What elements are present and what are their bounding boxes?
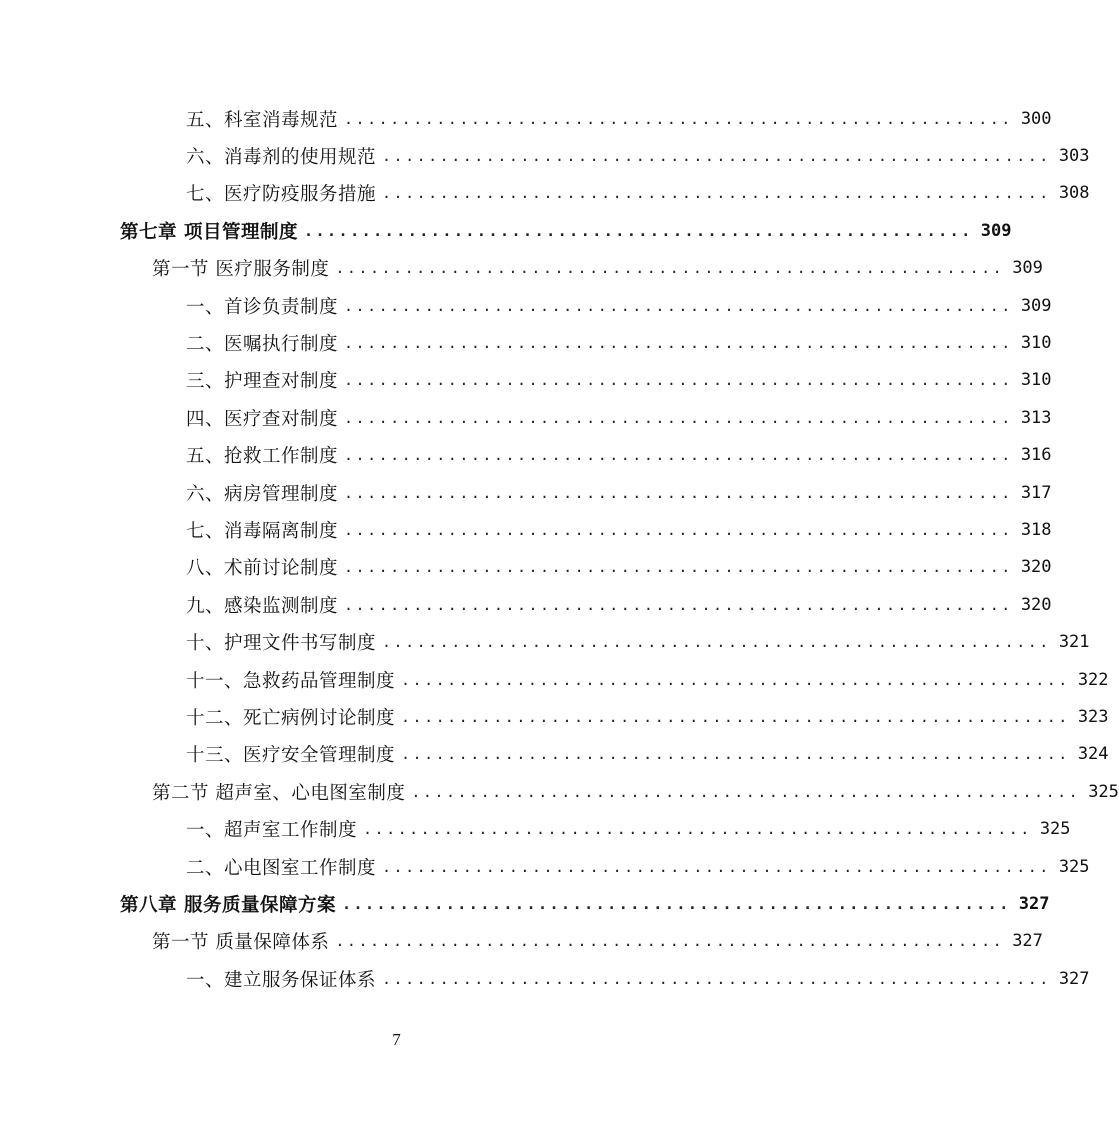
page-number: 7	[392, 1030, 401, 1049]
toc-entry-page: 309	[1020, 295, 1052, 316]
toc-entry-title: 二、心电图室工作制度	[186, 857, 377, 879]
toc-leader-dots: ..........................................................	[344, 371, 1013, 390]
toc-entry-page: 317	[1020, 482, 1052, 503]
toc-entry-page: 320	[1020, 557, 1052, 578]
toc-entry-title: 十二、死亡病例讨论制度	[186, 707, 396, 729]
toc-entry-title: 第七章 项目管理制度	[120, 221, 298, 243]
toc-leader-dots: ..........................................................	[344, 446, 1013, 465]
toc-entry[interactable]	[0, 474, 1052, 511]
toc-entry[interactable]	[0, 960, 1090, 997]
toc-entry-page: 327	[1012, 931, 1043, 952]
toc-entry-title: 十一、急救药品管理制度	[186, 670, 396, 692]
toc-entry-page: 313	[1020, 407, 1052, 428]
toc-leader-dots: ..........................................................	[401, 707, 1070, 726]
toc-leader-dots: ..........................................................	[344, 296, 1013, 315]
toc-entry[interactable]	[0, 623, 1090, 660]
toc-entry-page: 327	[1018, 893, 1050, 914]
toc-entry-page: 310	[1020, 370, 1052, 391]
toc-entry-page: 300	[1020, 108, 1052, 129]
toc-entry-page: 316	[1020, 445, 1052, 466]
toc-entry[interactable]	[0, 661, 1109, 698]
toc-leader-dots: ..........................................................	[344, 558, 1013, 577]
toc-leader-dots: ..........................................................	[382, 184, 1051, 203]
toc-entry[interactable]	[0, 698, 1109, 735]
toc-entry[interactable]	[0, 137, 1090, 174]
toc-entry[interactable]	[0, 511, 1052, 548]
toc-entry-page: 309	[1012, 258, 1043, 279]
toc-entry[interactable]	[0, 362, 1052, 399]
toc-entry-page: 309	[980, 220, 1012, 241]
toc-entry-title: 一、超声室工作制度	[186, 820, 358, 842]
toc-entry[interactable]	[0, 399, 1052, 436]
table-of-contents	[0, 100, 1119, 997]
toc-entry-page: 320	[1020, 594, 1052, 615]
toc-entry[interactable]	[0, 100, 1052, 137]
toc-leader-dots: ..........................................................	[401, 745, 1070, 764]
toc-leader-dots: ..........................................................	[411, 782, 1081, 801]
toc-leader-dots: ..........................................................	[335, 932, 1005, 951]
toc-entry[interactable]	[0, 324, 1052, 361]
toc-leader-dots: ..........................................................	[344, 408, 1013, 427]
toc-entry-page: 318	[1020, 519, 1052, 540]
toc-entry[interactable]	[0, 437, 1052, 474]
toc-entry-page: 308	[1058, 183, 1090, 204]
toc-entry-title: 九、感染监测制度	[186, 595, 339, 617]
toc-leader-dots: ..........................................................	[344, 109, 1013, 128]
toc-entry[interactable]	[0, 586, 1052, 623]
toc-entry-title: 五、科室消毒规范	[186, 109, 339, 131]
toc-entry-page: 303	[1058, 146, 1090, 167]
toc-chapter-entry[interactable]	[0, 885, 1050, 922]
toc-entry-title: 二、医嘱执行制度	[186, 334, 339, 356]
toc-entry-title: 五、抢救工作制度	[186, 446, 339, 468]
toc-entry[interactable]	[0, 810, 1071, 847]
toc-entry-title: 六、消毒剂的使用规范	[186, 147, 377, 169]
toc-entry[interactable]	[0, 175, 1090, 212]
toc-leader-dots: ..........................................................	[341, 894, 1011, 913]
toc-leader-dots: ..........................................................	[363, 820, 1032, 839]
toc-leader-dots: ..........................................................	[303, 221, 973, 240]
toc-entry-title: 一、建立服务保证体系	[186, 969, 377, 991]
toc-chapter-entry[interactable]	[0, 212, 1012, 249]
toc-leader-dots: ..........................................................	[382, 969, 1051, 988]
toc-entry[interactable]	[0, 287, 1052, 324]
toc-entry-title: 六、病房管理制度	[186, 483, 339, 505]
toc-leader-dots: ..........................................................	[344, 520, 1013, 539]
toc-entry-page: 325	[1039, 819, 1071, 840]
toc-leader-dots: ..........................................................	[344, 334, 1013, 353]
toc-entry-title: 三、护理查对制度	[186, 371, 339, 393]
toc-entry-page: 327	[1058, 968, 1090, 989]
toc-entry-page: 322	[1077, 669, 1109, 690]
toc-entry[interactable]	[0, 549, 1052, 586]
toc-leader-dots: ..........................................................	[382, 633, 1051, 652]
toc-entry-page: 325	[1058, 856, 1090, 877]
toc-entry-title: 七、医疗防疫服务措施	[186, 184, 377, 206]
toc-leader-dots: ..........................................................	[382, 857, 1051, 876]
toc-entry-page: 310	[1020, 333, 1052, 354]
toc-leader-dots: ..........................................................	[401, 670, 1070, 689]
toc-entry-page: 323	[1077, 706, 1109, 727]
toc-entry-page: 324	[1077, 744, 1109, 765]
toc-leader-dots: ..........................................................	[335, 259, 1005, 278]
toc-entry-title: 十、护理文件书写制度	[186, 633, 377, 655]
toc-leader-dots: ..........................................................	[382, 147, 1051, 166]
toc-entry-title: 四、医疗查对制度	[186, 408, 339, 430]
toc-entry[interactable]	[0, 736, 1109, 773]
toc-leader-dots: ..........................................................	[344, 595, 1013, 614]
toc-entry[interactable]	[0, 848, 1090, 885]
toc-section-entry[interactable]	[0, 923, 1043, 960]
toc-entry-page: 325	[1088, 781, 1119, 802]
toc-entry-title: 第一节 医疗服务制度	[152, 259, 330, 281]
toc-leader-dots: ..........................................................	[344, 483, 1013, 502]
toc-entry-title: 第八章 服务质量保障方案	[120, 894, 336, 916]
toc-section-entry[interactable]	[0, 250, 1043, 287]
toc-entry-title: 第一节 质量保障体系	[152, 932, 330, 954]
toc-entry-title: 一、首诊负责制度	[186, 296, 339, 318]
toc-entry-title: 十三、医疗安全管理制度	[186, 745, 396, 767]
toc-entry-title: 七、消毒隔离制度	[186, 520, 339, 542]
toc-entry-title: 第二节 超声室、心电图室制度	[152, 782, 406, 804]
toc-section-entry[interactable]	[0, 773, 1119, 810]
toc-entry-page: 321	[1058, 632, 1090, 653]
toc-entry-title: 八、术前讨论制度	[186, 558, 339, 580]
